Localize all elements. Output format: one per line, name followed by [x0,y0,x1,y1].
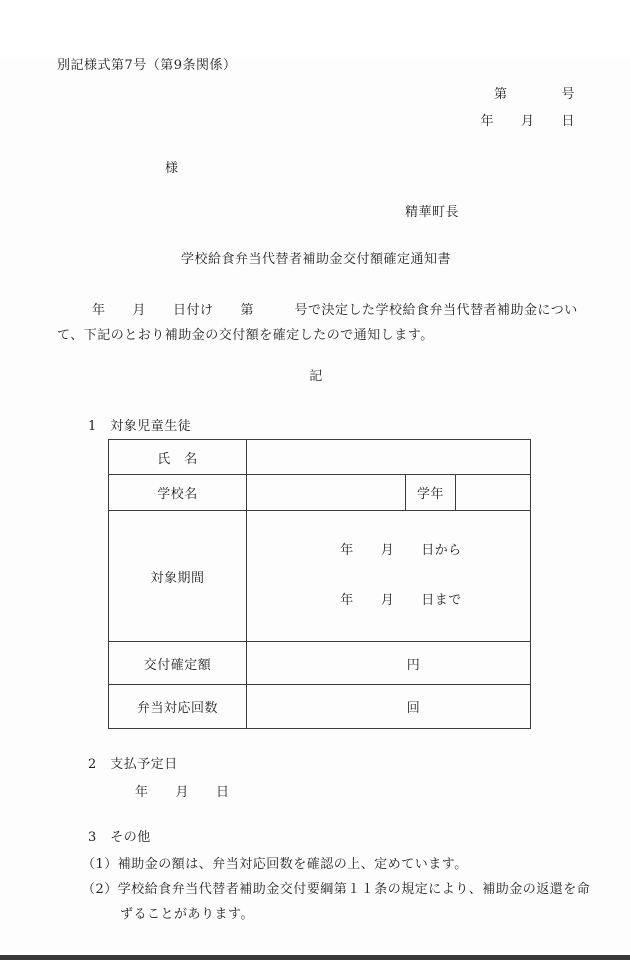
name-value-cell [247,440,531,475]
body-paragraph [57,298,578,348]
count-value-cell: 回 [247,685,531,729]
section2-heading: 2 支払予定日 [88,757,178,772]
grade-value-cell [456,475,531,511]
amount-label: 交付確定額 [109,642,247,685]
school-label: 学校名 [109,475,247,511]
table-row-amount [109,642,531,685]
table-row-name [109,440,531,475]
note-item-2-continuation: ずることがあります。 [120,907,254,922]
body-line-1: 年 月 日付け 第 号で決定した学校給食弁当代替者補助金につい [92,303,578,318]
page-bottom-edge [0,955,630,960]
form-number: 別記様式第7号（第9条関係） [57,58,237,73]
sender-name: 精華町長 [405,205,460,220]
document-number-line: 第 号 [493,87,575,102]
table-row-count [109,685,531,729]
grade-label: 学年 [406,475,456,511]
ki-marker: 記 [309,369,323,384]
period-to-line: 年 月 日まで [340,593,462,608]
payment-date-line: 年 月 日 [135,785,230,800]
note-item-1: （1）補助金の額は、弁当対応回数を確認の上、定めています。 [82,857,468,872]
name-label: 氏 名 [109,440,247,475]
document-content [0,57,630,927]
count-label: 弁当対応回数 [109,685,247,729]
section1-heading: 1 対象児童生徒 [88,419,192,434]
document-title: 学校給食弁当代替者補助金交付額確定通知書 [180,252,451,267]
issue-date-line: 年 月 日 [480,114,575,129]
period-label: 対象期間 [109,511,247,642]
document-page [0,57,630,960]
section3-heading: 3 その他 [88,830,151,845]
school-value-cell [247,475,406,511]
recipient-table [108,439,531,729]
period-value-cell [247,511,531,642]
period-from-line: 年 月 日から [340,543,462,558]
table-row-school [109,475,531,511]
section3-items [57,852,591,927]
table-row-period [109,511,531,642]
addressee-line: 様 [165,161,179,176]
note-item-2: （2）学校給食弁当代替者補助金交付要綱第１１条の規定により、補助金の返還を命 [82,882,591,897]
amount-value-cell: 円 [247,642,531,685]
body-line-2: て、下記のとおり補助金の交付額を確定したので通知します。 [57,328,434,343]
